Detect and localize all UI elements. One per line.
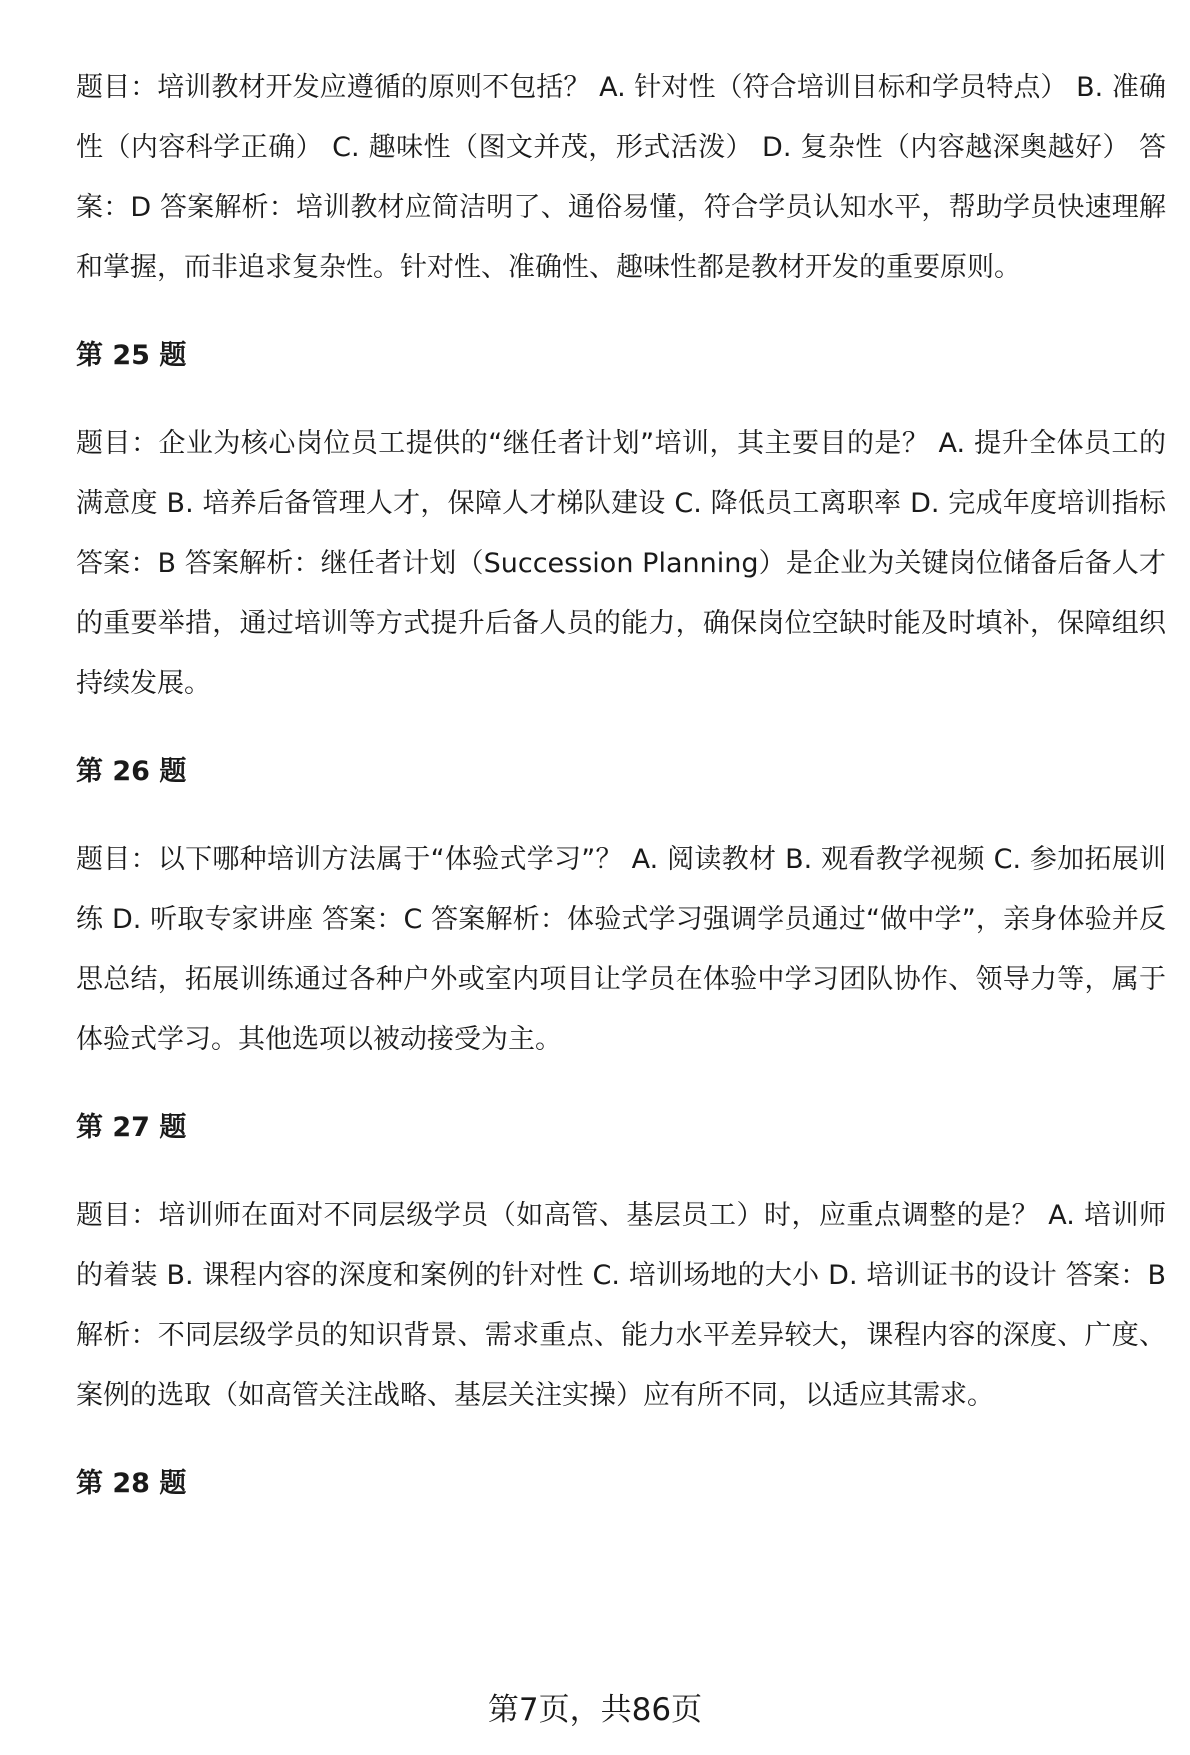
question-25-heading: 第 25 题: [76, 340, 187, 371]
document-body: [76, 58, 1166, 1514]
question-28-heading: 第 28 题: [76, 1468, 187, 1499]
question-24-text: 题目：培训教材开发应遵循的原则不包括？ A. 针对性（符合培训目标和学员特点） B. 准确性（内容科学正确） C. 趣味性（图文并茂，形式活泼） D. 复杂性（内容越深奥越好） 答案：D 答案解析：培训教材应简洁明了、通俗易懂，符合学员认知水平，帮助学员快速理解和掌握，而非追求复杂性。针对性、准确性、趣味性都是教材开发的重要原则。: [76, 72, 1166, 283]
question-25-text: 题目：企业为核心岗位员工提供的“继任者计划”培训，其主要目的是？ A. 提升全体员工的满意度 B. 培养后备管理人才，保障人才梯队建设 C. 降低员工离职率 D. 完成年度培训指标 答案：B 答案解析：继任者计划（Succession Planning）是企业为关键岗位储备后备人才的重要举措，通过培训等方式提升后备人员的能力，确保岗位空缺时能及时填补，保障组织持续发展。: [76, 428, 1166, 699]
question-27-heading: 第 27 题: [76, 1112, 187, 1143]
question-27-text: 题目：培训师在面对不同层级学员（如高管、基层员工）时，应重点调整的是？ A. 培训师的着装 B. 课程内容的深度和案例的针对性 C. 培训场地的大小 D. 培训证书的设计 答案：B 解析：不同层级学员的知识背景、需求重点、能力水平差异较大，课程内容的深度、广度、案例的选取（如高管关注战略、基层关注实操）应有所不同，以适应其需求。: [76, 1200, 1166, 1411]
question-26-heading: 第 26 题: [76, 756, 187, 787]
page-indicator: 第7页，共86页: [487, 1692, 703, 1728]
question-26-text: 题目：以下哪种培训方法属于“体验式学习”？ A. 阅读教材 B. 观看教学视频 C. 参加拓展训练 D. 听取专家讲座 答案：C 答案解析：体验式学习强调学员通过“做中学”，亲身体验并反思总结，拓展训练通过各种户外或室内项目让学员在体验中学习团队协作、领导力等，属于体验式学习。其他选项以被动接受为主。: [76, 844, 1166, 1055]
